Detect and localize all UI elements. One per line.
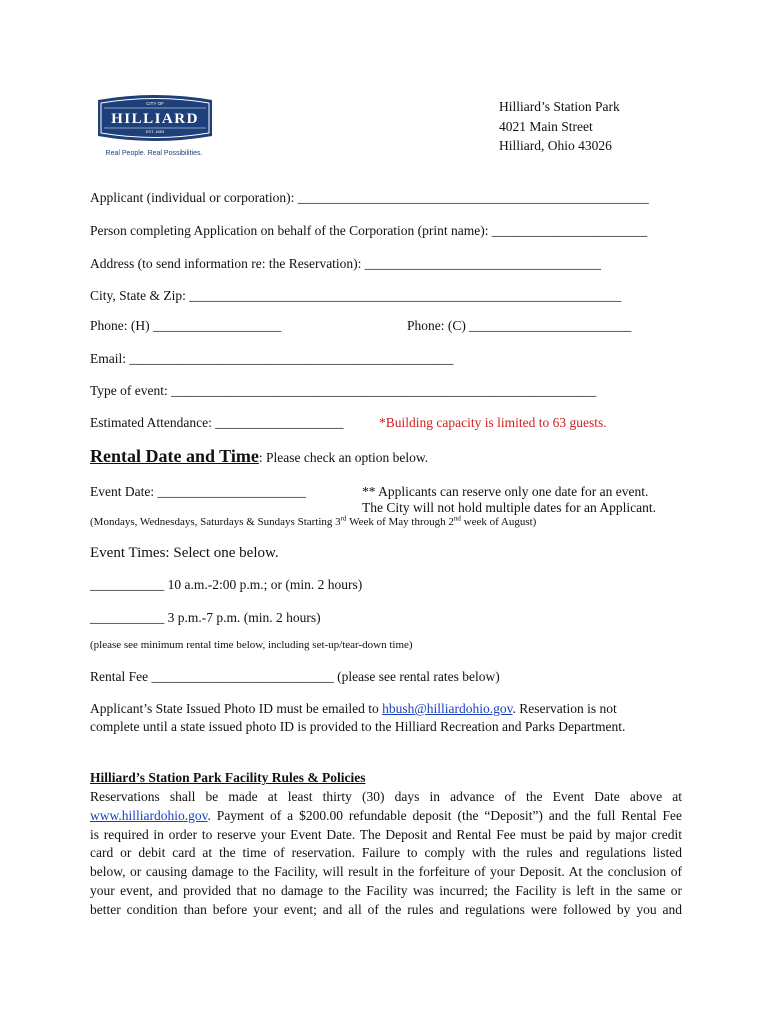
single-date-note-2: The City will not hold multiple dates for an Applicant. [362,500,656,515]
logo-est: EST. 1853 [145,129,165,134]
phone-home-field[interactable]: Phone: (H) ___________________ [90,318,282,333]
hilliard-logo-icon [90,92,220,160]
address-field[interactable]: Address (to send information re: the Reservation): ___________________________________ [90,256,602,271]
time-option-morning[interactable]: ___________ 10 a.m.-2:00 p.m.; or (min. 2 hours) [90,577,363,592]
rental-section-heading [90,445,428,469]
logo-tagline: Real People. Real Possibilities. [105,150,203,157]
days-text-2: Week of May through 2 [346,516,454,528]
email-field[interactable]: Email: ________________________________________________ [90,351,454,366]
single-date-note-1: ** Applicants can reserve only one date for an event. [362,484,649,499]
logo-name: HILLIARD [111,111,199,127]
attendance-field[interactable]: Estimated Attendance: ___________________ [90,415,344,430]
city-state-zip-field[interactable]: City, State & Zip: ________________________________________________________________ [90,288,622,303]
rules-heading: Hilliard’s Station Park Facility Rules & Policies [90,770,366,785]
rental-title: Rental Date and Time [90,446,259,466]
rules-line-4: card or debit card at the time of reservation. Failure to comply with the rules and regulations listed [90,845,682,861]
rules-line-2 [90,807,682,826]
rental-fee-field[interactable]: Rental Fee ___________________________ (please see rental rates below) [90,669,500,684]
photo-id-line-2: complete until a state issued photo ID is provided to the Hilliard Recreation and Parks Department. [90,719,626,734]
capacity-note: *Building capacity is limited to 63 guests. [379,415,607,430]
event-date-field[interactable]: Event Date: ______________________ [90,484,306,499]
rental-title-suffix: : Please check an option below. [258,450,429,465]
rules-line-6: your event, and provided that no damage to the Facility was incurred; the Facility is left in the same or [90,882,682,898]
photo-id-email-link[interactable]: hbush@hilliardohio.gov [382,701,513,716]
photo-id-text-2: . Reservation is not [512,701,617,716]
available-days-note [90,515,536,529]
minimum-rental-note: (please see minimum rental time below, including set-up/tear-down time) [90,639,413,651]
applicant-field[interactable]: Applicant (individual or corporation): ____________________________________________________ [90,190,649,205]
days-sup-1: rd [340,514,347,523]
rules-line-7: better condition than before your event; and all of the rules and regulations were followed by you and [90,901,682,917]
logo-top-text: CITY OF [146,101,164,106]
rules-line-1: Reservations shall be made at least thirty (30) days in advance of the Event Date above at [90,789,682,804]
address-line-3: Hilliard, Ohio 43026 [499,138,612,153]
photo-id-text-1: Applicant’s State Issued Photo ID must be emailed to [90,701,383,716]
address-line-1: Hilliard’s Station Park [499,99,620,114]
address-line-2: 4021 Main Street [499,118,593,134]
event-times-heading: Event Times: Select one below. [90,545,279,561]
phone-cell-field[interactable]: Phone: (C) ________________________ [407,318,632,333]
hilliard-logo [90,92,220,160]
rules-line-5: below, or causing damage to the Facility, will result in the forfeiture of your Deposit. At the conclusion of [90,864,682,880]
rules-line-3: is required in order to reserve your Event Date. The Deposit and Rental Fee must be paid by major credit [90,826,682,842]
type-of-event-field[interactable]: Type of event: _______________________________________________________________ [90,383,597,398]
days-text-3: week of August) [460,516,537,528]
website-link[interactable]: www.hilliardohio.gov [90,807,208,823]
photo-id-line-1 [90,700,617,718]
rules-line-2-text: . Payment of a $200.00 refundable deposit (the “Deposit”) and the full Rental Fee [207,807,682,823]
time-option-afternoon[interactable]: ___________ 3 p.m.-7 p.m. (min. 2 hours) [90,610,321,625]
days-text-1: (Mondays, Wednesdays, Saturdays & Sundays Starting 3 [90,516,341,528]
person-completing-field[interactable]: Person completing Application on behalf of the Corporation (print name): _______________________ [90,223,648,238]
park-address [499,97,620,156]
days-sup-2: nd [453,514,461,523]
rules-paragraph [90,788,682,920]
